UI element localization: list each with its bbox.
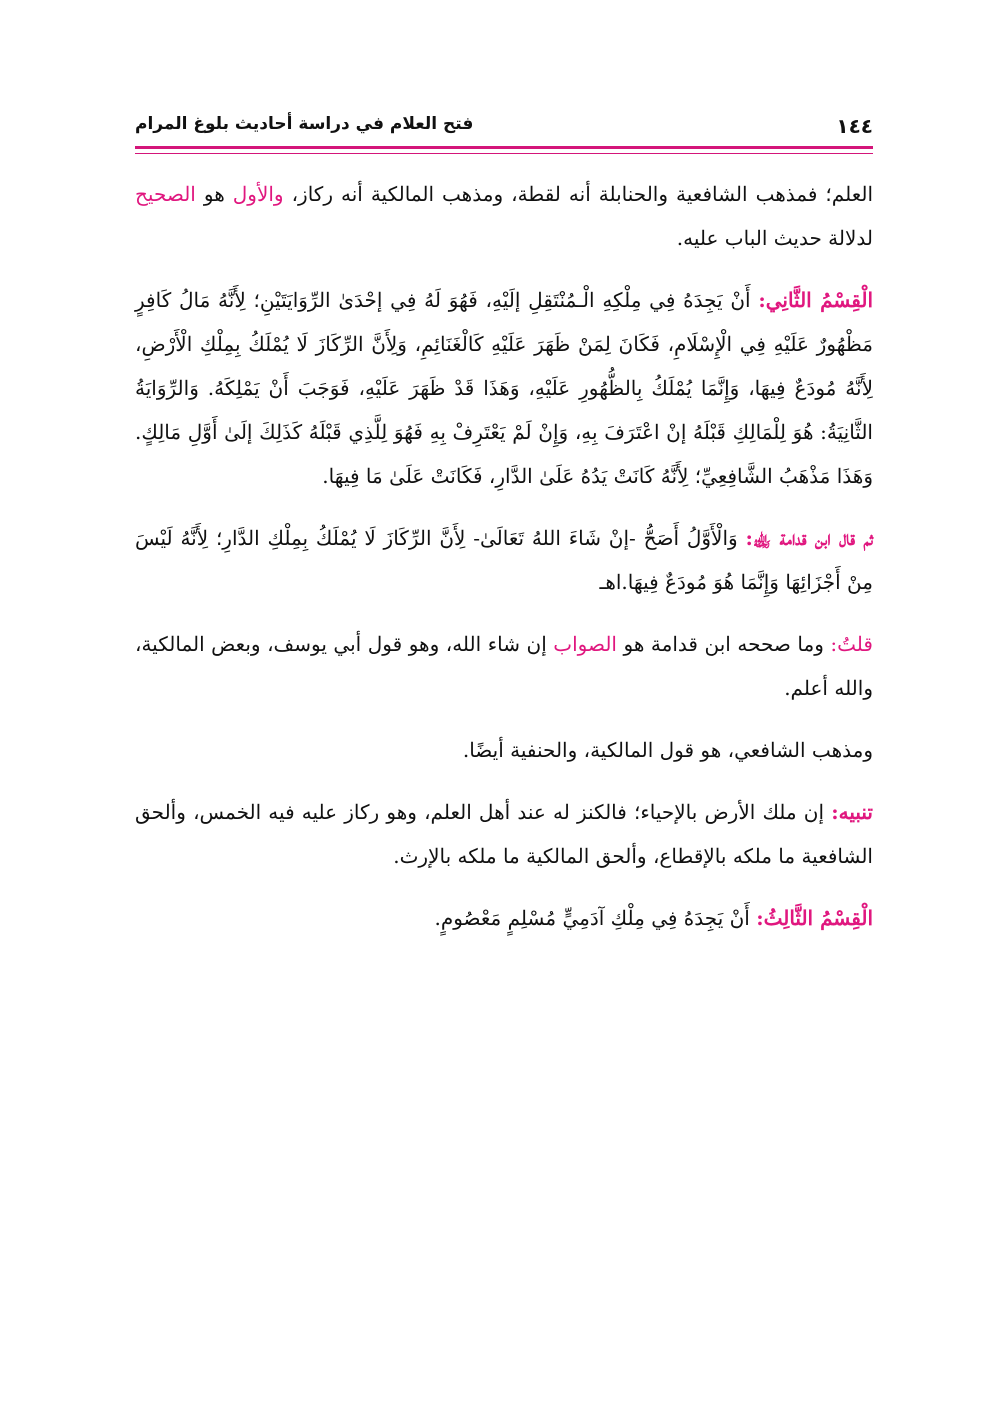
highlight-term: قلتُ: [830,632,873,656]
paragraph-7 [135,896,873,940]
page-header [135,112,873,140]
text-run: هو [195,182,233,206]
paragraph-1 [135,172,873,260]
paragraph-2 [135,278,873,498]
paragraph-6 [135,790,873,878]
page-body [135,172,873,940]
highlight-term: الصحيح [135,182,196,206]
paragraph-4 [135,622,873,710]
book-title: فتح العلام في دراسة أحاديث بلوغ المرام [135,114,474,134]
highlight-term: الصواب [553,632,617,656]
highlight-term: والأول [232,182,284,206]
section-label: الْقِسْمُ الثَّانِي: [758,288,873,312]
text-run: العلم؛ فمذهب الشافعية والحنابلة أنه لقطة، ومذهب المالكية أنه ركاز، [283,182,873,206]
text-run: لدلالة حديث الباب عليه. [676,226,873,250]
text-run: وما صححه ابن قدامة هو [617,632,831,656]
paragraph-5 [135,728,873,772]
text-run: إن شاء الله، وهو قول أبي يوسف، وبعض المالكية، والله أعلم. [135,632,873,700]
quoted-text: وَالْأَوَّلُ أَصَحُّ -إنْ شَاءَ اللهُ تَعَالَىٰ- لِأَنَّ الرِّكَازَ لَا يُمْلَكُ بِمِلْكِ الدَّارِ؛ لِأَنَّهُ لَيْسَ مِنْ أَجْزَائِهَا وَإِنَّمَا هُوَ مُودَعٌ فِيهَا.اهـ [135,526,873,594]
text-run: ومذهب الشافعي، هو قول المالكية، والحنفية أيضًا. [462,738,873,762]
header-rule-thick [135,146,873,149]
quoted-text: أَنْ يَجِدَهُ فِي مِلْكِ آدَمِيٍّ مُسْلِمٍ مَعْصُومٍ. [434,906,757,930]
section-label: ثم قال ابن قدامة ﵀: [745,526,873,550]
header-rule-thin [135,153,873,154]
page-number: ١٤٤ [836,114,873,138]
quoted-text: أَنْ يَجِدَهُ فِي مِلْكِهِ الْـمُنْتَقِلِ إلَيْهِ، فَهُوَ لَهُ فِي إحْدَىٰ الرِّوَايَتَيْنِ؛ لِأَنَّهُ مَالُ كَافِرٍ مَظْهُورٌ عَلَيْهِ فِي الْإِسْلَامِ، فَكَانَ لِمَنْ ظَهَرَ عَلَيْهِ كَالْغَنَائِمِ، وَلِأَنَّ الرِّكَازَ لَا يُمْلَكُ بِمِلْكِ الْأَرْضِ، لِأَنَّهُ مُودَعٌ فِيهَا، وَإِنَّمَا يُمْلَكُ بِالظُّهُورِ عَلَيْهِ، وَهَذَا قَدْ ظَهَرَ عَلَيْهِ، فَوَجَبَ أَنْ يَمْلِكَهُ. وَالرِّوَايَةُ الثَّانِيَةُ: هُوَ لِلْمَالِكِ قَبْلَهُ إنْ اعْتَرَفَ بِهِ، وَإِنْ لَمْ يَعْتَرِفْ بِهِ فَهُوَ لِلَّذِي قَبْلَهُ كَذَلِكَ إلَىٰ أَوَّلِ مَالِكٍ. وَهَذَا مَذْهَبُ الشَّافِعِيِّ؛ لِأَنَّهُ كَانَتْ يَدُهُ عَلَىٰ الدَّارِ، فَكَانَتْ عَلَىٰ مَا فِيهَا. [135,288,873,488]
note-label: تنبيه: [831,800,873,824]
paragraph-3 [135,516,873,604]
text-run: إن ملك الأرض بالإحياء؛ فالكنز له عند أهل العلم، وهو ركاز عليه فيه الخمس، وألحق الشافعية ما ملكه بالإقطاع، وألحق المالكية ما ملكه بالإرث. [135,800,873,868]
section-label: الْقِسْمُ الثَّالِثُ: [756,906,873,930]
